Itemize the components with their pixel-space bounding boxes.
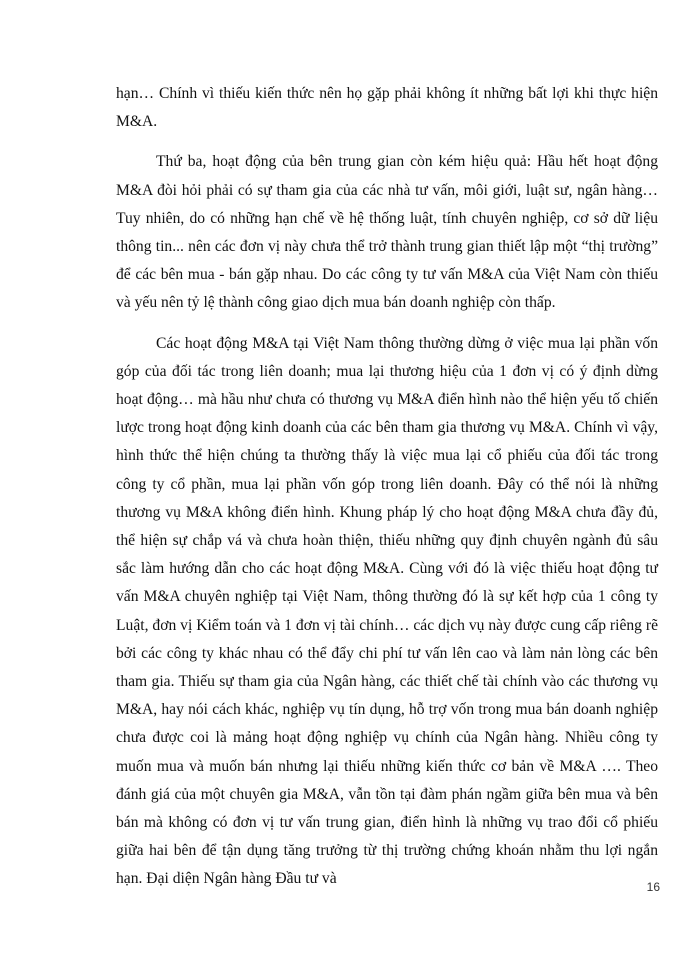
paragraph-ma-activities: Các hoạt động M&A tại Việt Nam thông thường dừng ở việc mua lại phần vốn góp của đối tác trong liên doanh; mua lại thương hiệu của 1 đơn vị có ý định dừng hoạt động… mà hầu như chưa có thương vụ M&A điển hình nào thể hiện yếu tố chiến lược trong hoạt động kinh doanh của các bên tham gia thương vụ M&A. Chính vì vậy, hình thức thể hiện chúng ta thường thấy là việc mua lại cổ phiếu của đối tác trong công ty cổ phần, mua lại phần vốn góp trong liên doanh. Đây có thể nói là những thương vụ M&A không điển hình. Khung pháp lý cho hoạt động M&A chưa đầy đủ, thể hiện sự chắp vá và chưa hoàn thiện, thiếu những quy định chuyên ngành đủ sâu sắc làm hướng dẫn cho các hoạt động M&A. Cùng với đó là việc thiếu hoạt động tư vấn M&A chuyên nghiệp tại Việt Nam, thông thường đó là sự kết hợp của 1 công ty Luật, đơn vị Kiểm toán và 1 đơn vị tài chính… các dịch vụ này được cung cấp riêng rẽ bởi các công ty khác nhau có thể đẩy chi phí tư vấn lên cao và làm nản lòng các bên tham gia. Thiếu sự tham gia của Ngân hàng, các thiết chế tài chính vào các thương vụ M&A, hay nói cách khác, nghiệp vụ tín dụng, hỗ trợ vốn trong mua bán doanh nghiệp chưa được coi là mảng hoạt động nghiệp vụ chính của Ngân hàng. Nhiều công ty muốn mua và muốn bán nhưng lại thiếu những kiến thức cơ bản về M&A …. Theo đánh giá của một chuyên gia M&A, vẫn tồn tại đàm phán ngầm giữa bên mua và bên bán mà không có đơn vị tư vấn trung gian, điển hình là những vụ trao đổi cổ phiếu giữa hai bên để tận dụng tăng trưởng từ thị trường chứng khoán nhằm thu lợi ngắn hạn. Đại diện Ngân hàng Đầu tư và [116,334,658,888]
body-text [116,80,658,894]
paragraph-continuation: hạn… Chính vì thiếu kiến thức nên họ gặp phải không ít những bất lợi khi thực hiện M&A. [116,85,658,131]
page-number: 16 [646,880,660,894]
paragraph-intermediaries: Thứ ba, hoạt động của bên trung gian còn kém hiệu quả: Hầu hết hoạt động M&A đòi hỏi phải có sự tham gia của các nhà tư vấn, môi giới, luật sư, ngân hàng…Tuy nhiên, do có những hạn chế về hệ thống luật, tính chuyên nghiệp, cơ sở dữ liệu thông tin... nên các đơn vị này chưa thể trở thành trung gian thiết lập một “thị trường” để các bên mua - bán gặp nhau. Do các công ty tư vấn M&A của Việt Nam còn thiếu và yếu nên tỷ lệ thành công giao dịch mua bán doanh nghiệp còn thấp. [116,153,658,312]
